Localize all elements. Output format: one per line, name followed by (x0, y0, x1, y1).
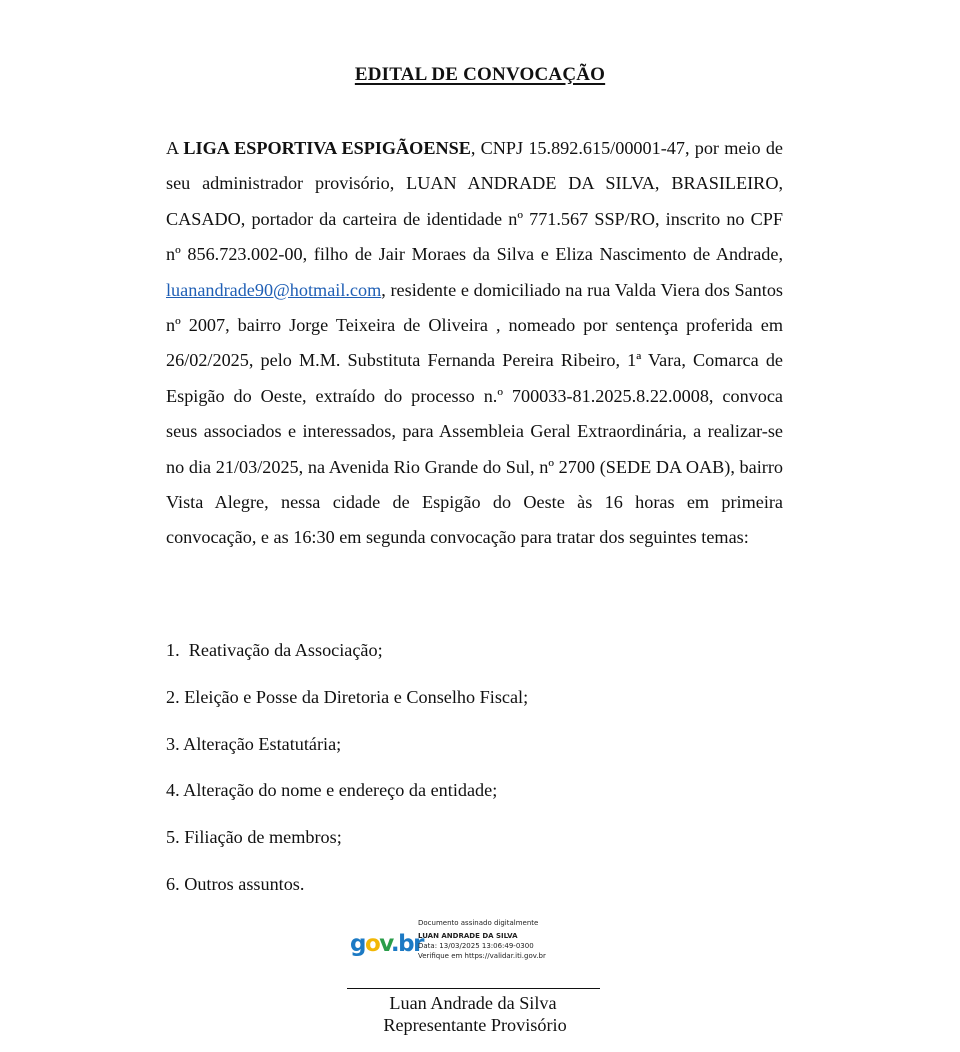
govbr-logo-br: br (398, 931, 423, 957)
signature-heading: Documento assinado digitalmente (418, 919, 539, 927)
signer-role: Representante Provisório (383, 1015, 567, 1035)
signature-line (347, 988, 600, 989)
body-paragraph (166, 131, 783, 556)
agenda-item: 3. Alteração Estatutária; (166, 733, 342, 754)
agenda-list (166, 637, 528, 918)
signature-info (418, 918, 546, 961)
body-part-1: , CNPJ 15.892.615/00001-47, por meio de seu administrador provisório, LUAN ANDRADE DA SILVA, BRASILEIRO, CASADO, portador da carteira de identidade nº 771.567 SSP/RO, inscrito no CPF nº 856.723.002-00, filho de Jair Moraes da Silva e Eliza Nascimento de Andrade, (166, 138, 783, 265)
email-link[interactable]: luanandrade90@hotmail.com (166, 279, 382, 300)
govbr-logo-g: g (350, 931, 365, 957)
govbr-logo-dot: . (390, 931, 399, 957)
agenda-item: 4. Alteração do nome e endereço da entidade; (166, 780, 498, 801)
govbr-logo-v: v (379, 931, 391, 957)
signer-name: Luan Andrade da Silva (389, 993, 557, 1013)
body-part-2: , residente e domiciliado na rua Valda Viera dos Santos nº 2007, bairro Jorge Teixeira de Oliveira , nomeado por sentença proferida em 26/02/2025, pelo M.M. Substituta Fernanda Pereira Ribeiro, 1ª Vara, Comarca de Espigão do Oeste, extraído do processo n.º 700033-81.2025.8.22.0008, convoca seus associados e interessados, para Assembleia Geral Extraordinária, a realizar-se no dia 21/03/2025, na Avenida Rio Grande do Sul, nº 2700 (SEDE DA OAB), bairro Vista Alegre, nessa cidade de Espigão do Oeste às 16 horas em primeira convocação, e as 16:30 em segunda convocação para tratar dos seguintes temas: (166, 279, 783, 548)
agenda-item: 1. Reativação da Associação; (166, 640, 383, 660)
govbr-logo-o: o (364, 931, 380, 957)
organization-name: LIGA ESPORTIVA ESPIGÃOENSE (183, 138, 471, 158)
signature-verify: Verifique em https://validar.iti.gov.br (418, 952, 546, 960)
signature-date: Data: 13/03/2025 13:06:49-0300 (418, 942, 534, 950)
agenda-item: 6. Outros assuntos. (166, 873, 305, 894)
govbr-logo-icon (350, 931, 423, 957)
agenda-item: 5. Filiação de membros; (166, 827, 342, 848)
signature-signer: LUAN ANDRADE DA SILVA (418, 932, 518, 940)
digital-signature-stamp (350, 918, 580, 968)
intro-prefix: A (166, 138, 184, 158)
document-title: EDITAL DE CONVOCAÇÃO (354, 64, 606, 85)
agenda-item: 2. Eleição e Posse da Diretoria e Conselho Fiscal; (166, 686, 529, 707)
